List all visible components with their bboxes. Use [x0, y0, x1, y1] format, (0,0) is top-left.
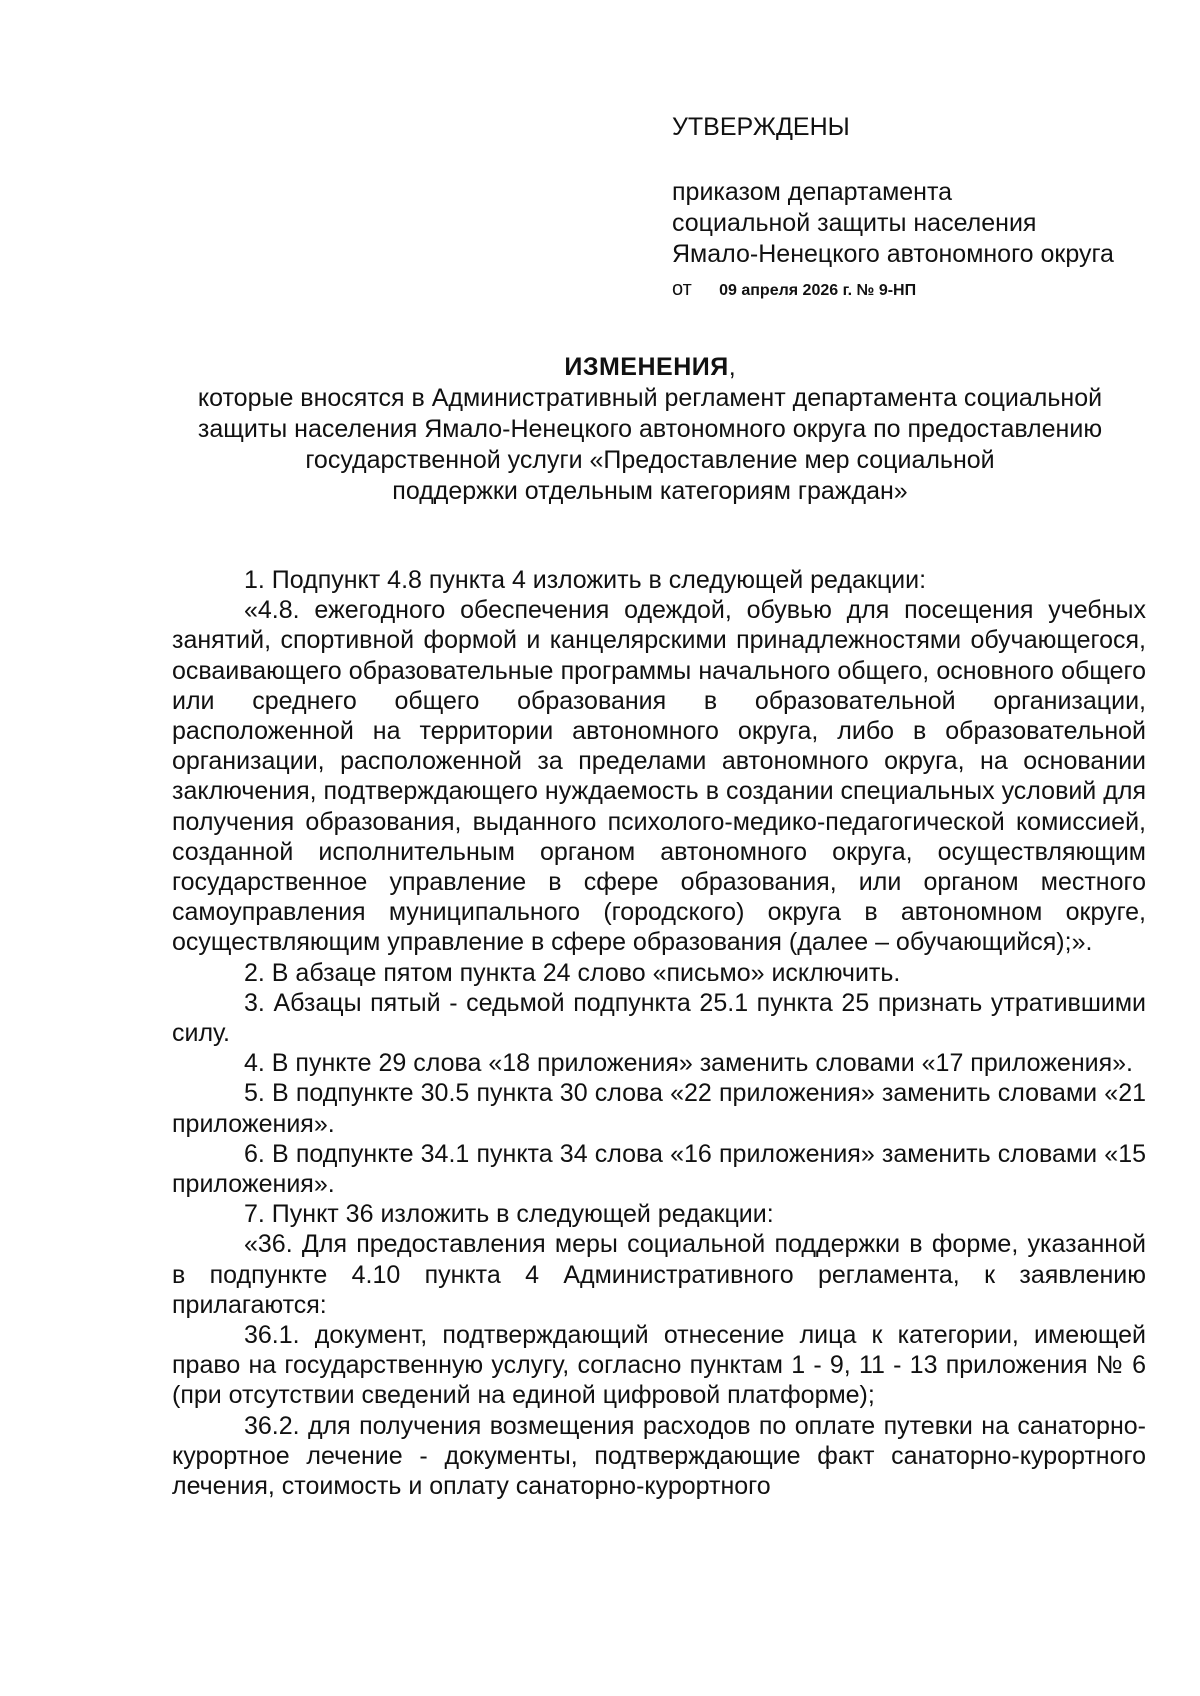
approval-block	[672, 112, 1192, 306]
paragraph-item-3: 3. Абзацы пятый - седьмой подпункта 25.1 пункта 25 признать утратившими силу.	[172, 988, 1146, 1048]
paragraph-subitem-36-1: 36.1. документ, подтверждающий отнесение лица к категории, имеющей право на государственную услугу, согласно пунктам 1 - 9, 11 - 13 приложения № 6 (при отсутствии сведений на единой цифровой платформе);	[172, 1321, 1146, 1410]
heading-title-suffix: ,	[728, 353, 736, 381]
paragraph-item-4: 4. В пункте 29 слова «18 приложения» заменить словами «17 приложения».	[244, 1049, 1133, 1078]
document-heading	[160, 352, 1140, 507]
paragraph-subitem-36-2: 36.2. для получения возмещения расходов по оплате путевки на санаторно-курортное лечение - документы, подтверждающие факт санаторно-курортного лечения, стоимость и оплату санаторно-курортного	[172, 1411, 1146, 1501]
heading-subtitle-line-2: защиты населения Ямало-Ненецкого автономного округа по предоставлению	[197, 415, 1103, 443]
order-date-number: 09 апреля 2026 г. № 9-НП	[719, 282, 917, 299]
paragraph-item-7-text: «36. Для предоставления меры социальной поддержки в форме, указанной в подпункте 4.10 пункта 4 Административного регламента, к заявлению прилагаются:	[172, 1230, 1146, 1319]
paragraph-item-6: 6. В подпункте 34.1 пункта 34 слова «16 приложения» заменить словами «15 приложения».	[172, 1139, 1146, 1199]
paragraph-item-1: 1. Подпункт 4.8 пункта 4 изложить в следующей редакции:	[244, 566, 927, 594]
heading-title: ИЗМЕНЕНИЯ	[564, 353, 729, 381]
date-prefix: от	[672, 278, 692, 300]
approval-line-2: социальной защиты населения	[672, 209, 1037, 237]
heading-subtitle-line-3: государственной услуги «Предоставление мер социальной	[305, 446, 995, 474]
approval-line-1: приказом департамента	[672, 178, 953, 206]
document-body	[172, 565, 1146, 1501]
heading-subtitle-line-4: поддержки отдельным категориям граждан»	[392, 477, 908, 505]
paragraph-item-7: 7. Пункт 36 изложить в следующей редакции:	[244, 1200, 774, 1229]
approved-label: УТВЕРЖДЕНЫ	[672, 113, 850, 141]
heading-title-line	[160, 352, 1140, 383]
paragraph-item-1-text: «4.8. ежегодного обеспечения одеждой, обувью для посещения учебных занятий, спортивной формой и канцелярскими принадлежностями обучающегося, осваивающего образовательные программы начального общего, основного общего или среднего общего образования в образовательной организации, расположенной на территории автономного округа, либо в образовательной организации, расположенной за пределами автономного округа, на основании заключения, подтверждающего нуждаемость в создании специальных условий для получения образования, выданного психолого-медико-педагогической комиссией, созданной исполнительным органом автономного округа, осуществляющим государственное управление в сфере образования, или органом местного самоуправления муниципального (городского) округа в автономном округе, осуществляющим управление в сфере образования (далее – обучающийся);».	[172, 596, 1146, 957]
heading-subtitle-line-1: которые вносятся в Административный регламент департамента социальной	[197, 384, 1103, 412]
paragraph-item-2: 2. В абзаце пятом пункта 24 слово «письмо» исключить.	[244, 958, 901, 987]
approval-line-3: Ямало-Ненецкого автономного округа	[672, 240, 1114, 268]
order-date-line	[672, 274, 1192, 306]
paragraph-item-5: 5. В подпункте 30.5 пункта 30 слова «22 приложения» заменить словами «21 приложения».	[172, 1079, 1146, 1138]
